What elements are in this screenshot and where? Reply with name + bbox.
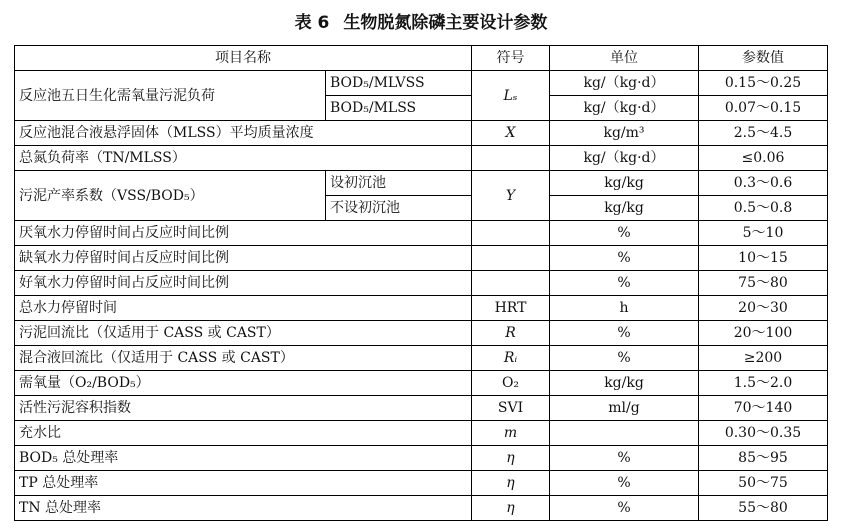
value: 75～80 bbox=[699, 271, 828, 296]
item-name: 缺氧水力停留时间占反应时间比例 bbox=[15, 246, 472, 271]
table-row bbox=[15, 371, 828, 396]
item-name: 活性污泥容积指数 bbox=[15, 396, 472, 421]
symbol: η bbox=[472, 496, 550, 521]
table-caption: 生物脱氮除磷主要设计参数 bbox=[343, 13, 548, 33]
item-name: 污泥回流比（仅适用于 CASS 或 CAST） bbox=[15, 321, 472, 346]
symbol: SVI bbox=[472, 396, 550, 421]
table-row bbox=[15, 71, 828, 96]
table-row bbox=[15, 121, 828, 146]
table-row bbox=[15, 446, 828, 471]
unit: kg/m³ bbox=[550, 121, 699, 146]
value: 0.30～0.35 bbox=[699, 421, 828, 446]
sub-item: BOD₅/MLSS bbox=[326, 96, 472, 121]
unit: h bbox=[550, 296, 699, 321]
table-row bbox=[15, 246, 828, 271]
item-name: TN 总处理率 bbox=[15, 496, 472, 521]
unit: % bbox=[550, 471, 699, 496]
unit: % bbox=[550, 496, 699, 521]
symbol bbox=[472, 146, 550, 171]
value: 0.15～0.25 bbox=[699, 71, 828, 96]
unit: kg/kg bbox=[550, 196, 699, 221]
unit: kg/（kg·d） bbox=[550, 71, 699, 96]
header-row bbox=[15, 46, 828, 71]
header-value: 参数值 bbox=[699, 46, 828, 71]
sub-item: 不设初沉池 bbox=[326, 196, 472, 221]
item-name: 混合液回流比（仅适用于 CASS 或 CAST） bbox=[15, 346, 472, 371]
table-row bbox=[15, 221, 828, 246]
unit: kg/kg bbox=[550, 171, 699, 196]
value: 20～30 bbox=[699, 296, 828, 321]
value: 0.5～0.8 bbox=[699, 196, 828, 221]
unit: % bbox=[550, 346, 699, 371]
value: ≥200 bbox=[699, 346, 828, 371]
table-row bbox=[15, 296, 828, 321]
unit: kg/kg bbox=[550, 371, 699, 396]
sub-item: BOD₅/MLVSS bbox=[326, 71, 472, 96]
design-parameter-table bbox=[14, 45, 828, 521]
symbol: R bbox=[472, 321, 550, 346]
item-name: 需氧量（O₂/BOD₅） bbox=[15, 371, 472, 396]
table-number: 表 6 bbox=[294, 13, 330, 33]
symbol bbox=[472, 221, 550, 246]
symbol: η bbox=[472, 471, 550, 496]
table-row bbox=[15, 146, 828, 171]
unit: kg/（kg·d） bbox=[550, 96, 699, 121]
header-item: 项目名称 bbox=[15, 46, 472, 71]
value: 70～140 bbox=[699, 396, 828, 421]
item-name: 厌氧水力停留时间占反应时间比例 bbox=[15, 221, 472, 246]
value: 85～95 bbox=[699, 446, 828, 471]
unit: % bbox=[550, 446, 699, 471]
item-name: 好氧水力停留时间占反应时间比例 bbox=[15, 271, 472, 296]
symbol bbox=[472, 246, 550, 271]
item-name: 充水比 bbox=[15, 421, 472, 446]
value: 0.07～0.15 bbox=[699, 96, 828, 121]
unit: % bbox=[550, 246, 699, 271]
value: 50～75 bbox=[699, 471, 828, 496]
symbol: HRT bbox=[472, 296, 550, 321]
symbol: m bbox=[472, 421, 550, 446]
unit: kg/（kg·d） bbox=[550, 146, 699, 171]
value: 0.3～0.6 bbox=[699, 171, 828, 196]
symbol bbox=[472, 271, 550, 296]
unit: % bbox=[550, 221, 699, 246]
value: 2.5～4.5 bbox=[699, 121, 828, 146]
item-name: 总氮负荷率（TN/MLSS） bbox=[15, 146, 472, 171]
item-name: 污泥产率系数（VSS/BOD₅） bbox=[15, 171, 326, 221]
unit: % bbox=[550, 271, 699, 296]
header-unit: 单位 bbox=[550, 46, 699, 71]
symbol: η bbox=[472, 446, 550, 471]
value: 20～100 bbox=[699, 321, 828, 346]
value: ≤0.06 bbox=[699, 146, 828, 171]
table-row bbox=[15, 171, 828, 196]
item-name: 反应池混合液悬浮固体（MLSS）平均质量浓度 bbox=[15, 121, 472, 146]
unit: % bbox=[550, 321, 699, 346]
table-row bbox=[15, 271, 828, 296]
value: 1.5～2.0 bbox=[699, 371, 828, 396]
item-name: TP 总处理率 bbox=[15, 471, 472, 496]
item-name: 反应池五日生化需氧量污泥负荷 bbox=[15, 71, 326, 121]
table-row bbox=[15, 321, 828, 346]
symbol: Y bbox=[472, 171, 550, 221]
symbol: O₂ bbox=[472, 371, 550, 396]
sub-item: 设初沉池 bbox=[326, 171, 472, 196]
table-title bbox=[0, 11, 842, 35]
symbol: Rᵢ bbox=[472, 346, 550, 371]
table-row bbox=[15, 496, 828, 521]
table-row bbox=[15, 396, 828, 421]
table-row bbox=[15, 346, 828, 371]
item-name: 总水力停留时间 bbox=[15, 296, 472, 321]
unit: ml/g bbox=[550, 396, 699, 421]
table-row bbox=[15, 471, 828, 496]
header-symbol: 符号 bbox=[472, 46, 550, 71]
symbol: X bbox=[472, 121, 550, 146]
unit bbox=[550, 421, 699, 446]
item-name: BOD₅ 总处理率 bbox=[15, 446, 472, 471]
value: 55～80 bbox=[699, 496, 828, 521]
table-row bbox=[15, 421, 828, 446]
value: 5～10 bbox=[699, 221, 828, 246]
symbol: Lₛ bbox=[472, 71, 550, 121]
value: 10～15 bbox=[699, 246, 828, 271]
